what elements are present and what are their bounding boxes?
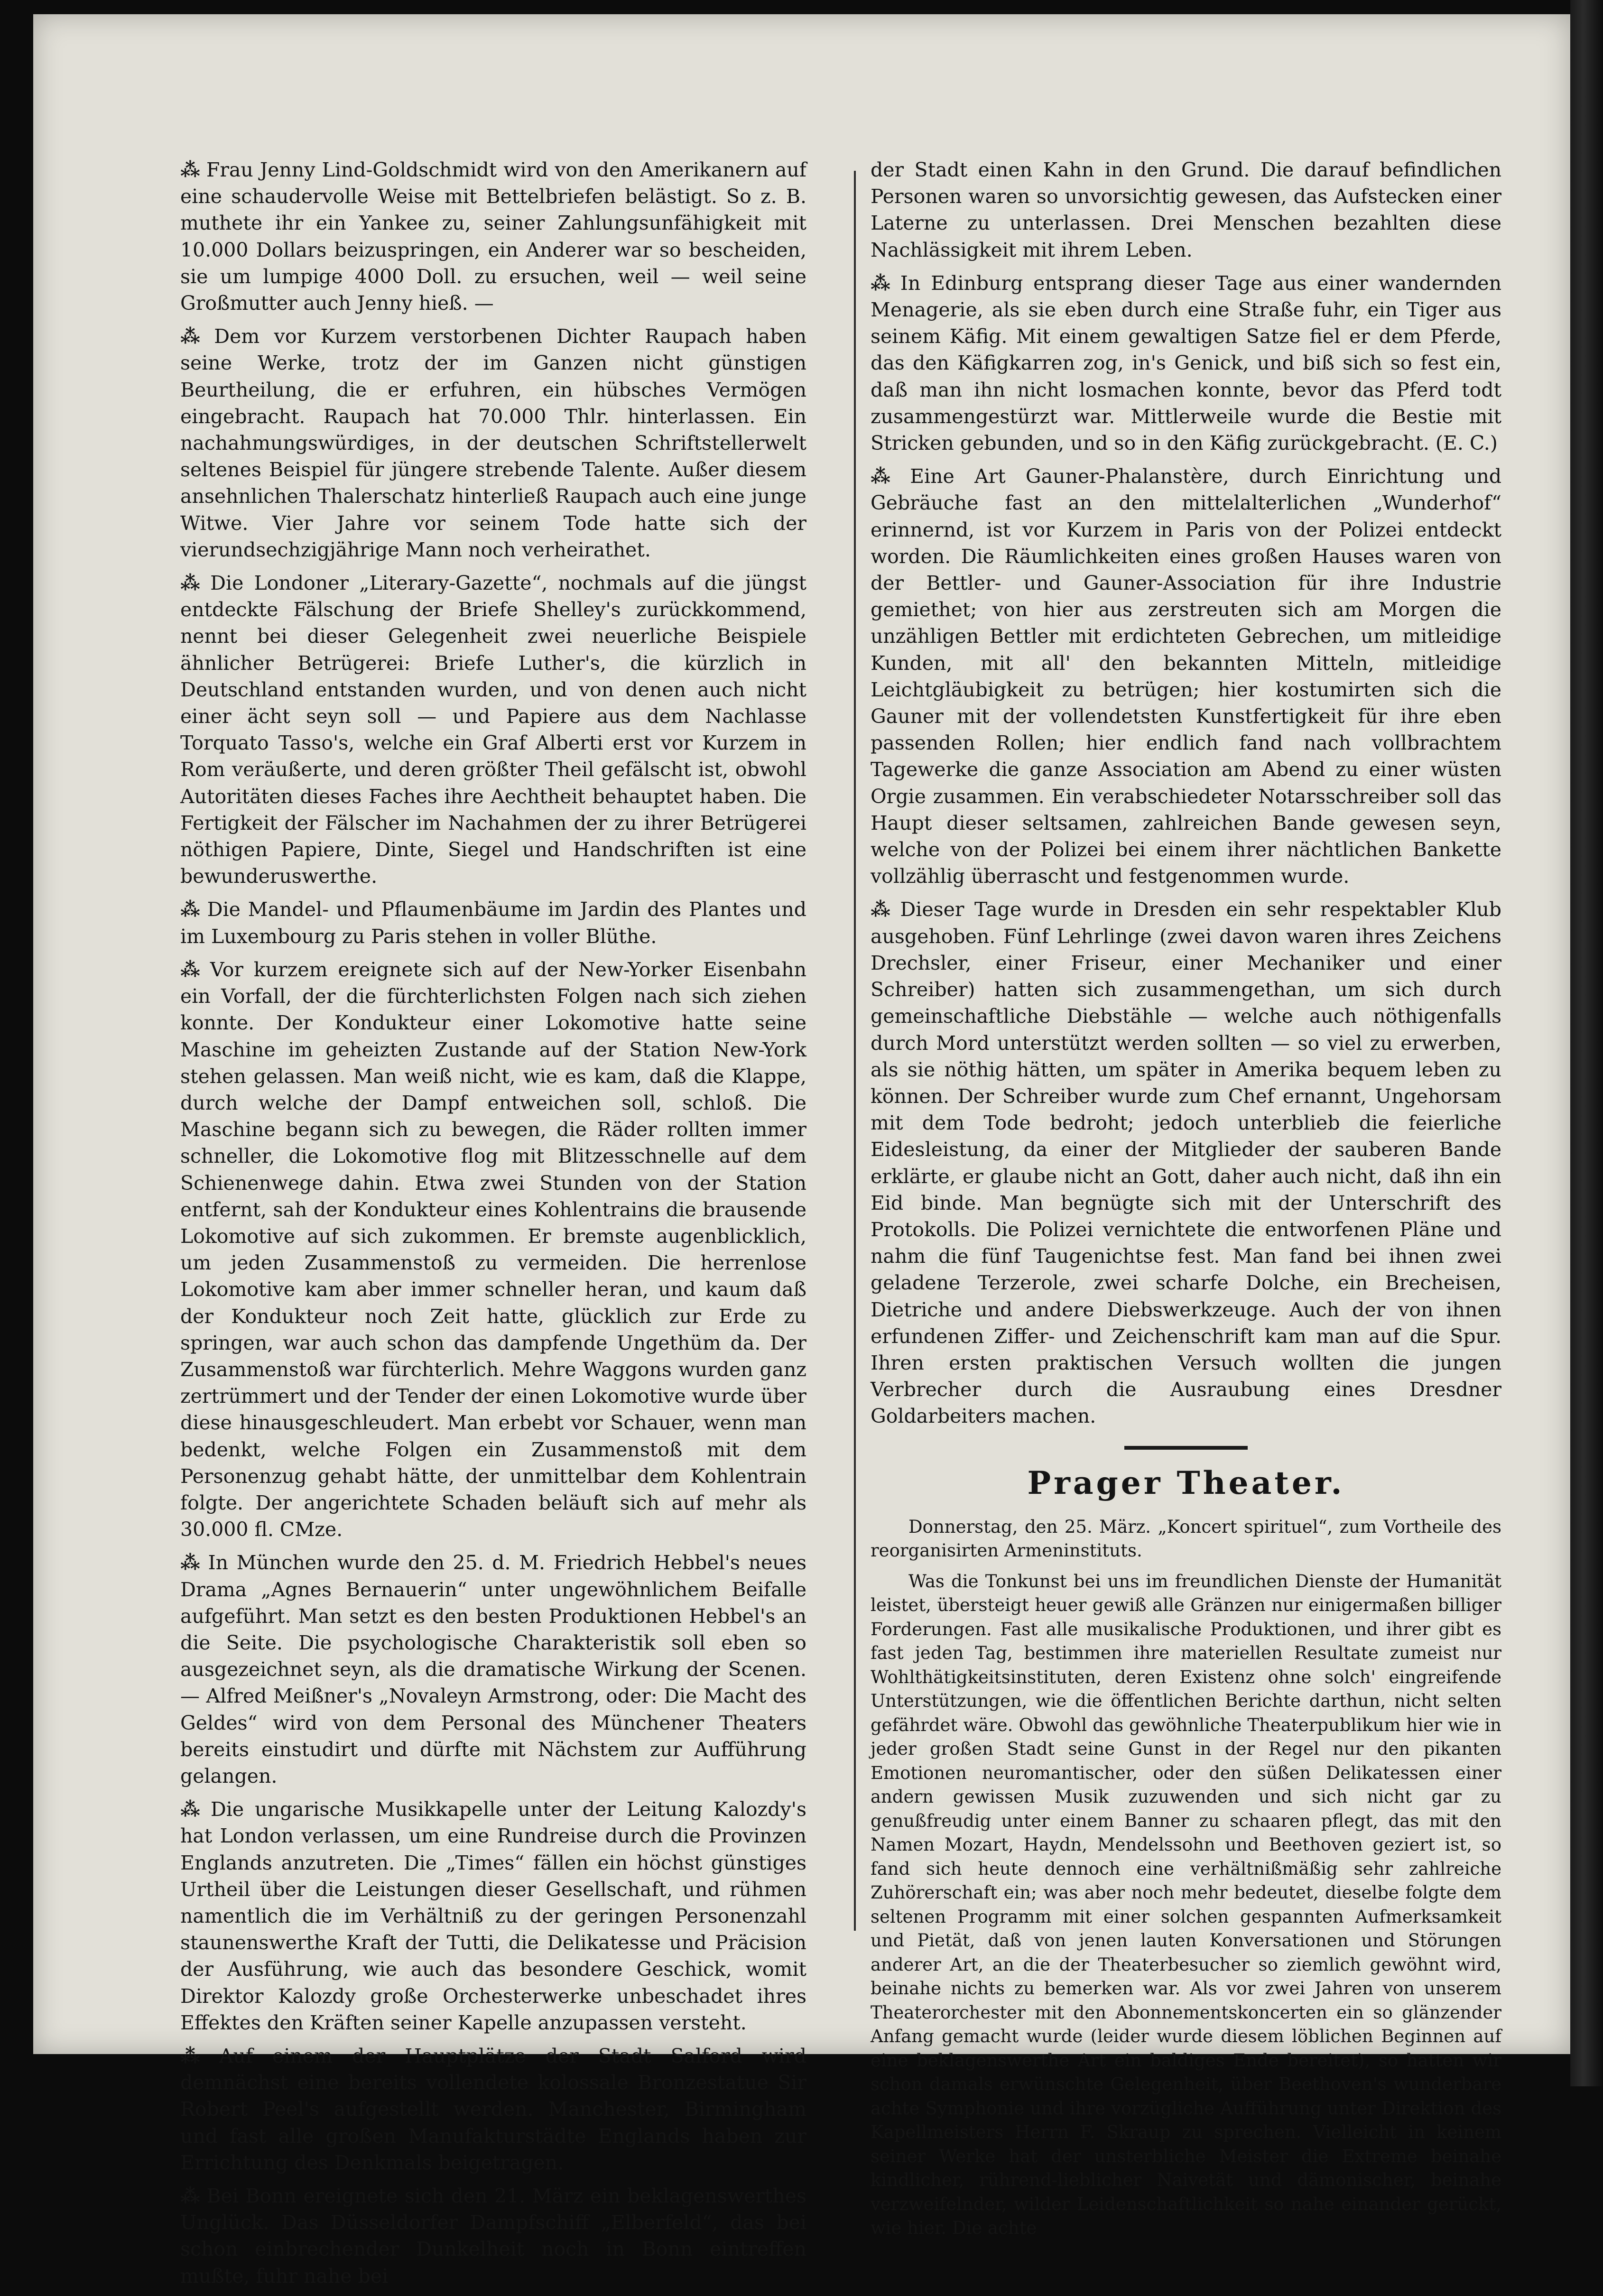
item-marker: ⁂ bbox=[180, 898, 203, 921]
news-item bbox=[180, 2043, 806, 2176]
news-item bbox=[871, 157, 1501, 263]
right-column bbox=[871, 157, 1501, 2247]
section-title: Prager Theater. bbox=[1027, 1464, 1345, 1501]
news-item bbox=[180, 1549, 806, 1789]
section-divider-rule bbox=[1124, 1446, 1248, 1450]
news-item-text: Dieser Tage wurde in Dresden ein sehr respektabler Klub ausgehoben. Fünf Lehrlinge (zwei davon waren ihres Zeichens Drechsler, einer Friseur, einer Mechaniker und einer Schreiber) hatten sich zusammengethan, um sich durch gemeinschaftliche Diebstähle — welche auch nöthigenfalls durch Mord unterstützt werden sollten — so viel zu erwerben, als sie nöthig hätten, um später in Amerika bequem leben zu können. Der Schreiber wurde zum Chef ernannt, Ungehorsam mit dem Tode bedroht; jedoch unterblieb die feierliche Eidesleistung, da einer der Mitglieder der sauberen Bande erklärte, er glaube nicht an Gott, daher auch nicht, daß ihn ein Eid binde. Man begnügte sich mit der Unterschrift des Protokolls. Die Polizei vernichtete die entworfenen Pläne und nahm die fünf Taugenichtse fest. Man fand bei ihnen zwei geladene Terzerole, zwei scharfe Dolche, ein Brecheisen, Dietriche und andere Diebswerkzeuge. Auch der von ihnen erfundenen Ziffer- und Zeichenschrift kam man auf die Spur. Ihren ersten praktischen Versuch wollten die jungen Verbrecher durch die Ausraubung eines Dresdner Goldarbeiters machen. bbox=[871, 898, 1501, 1428]
news-item bbox=[180, 896, 806, 949]
news-item-text: Auf einem der Hauptplätze der Stadt Salford wird demnächst eine bereits vollendete kolossale Bronzestatue Sir Robert Peel's aufgestellt werden. Manchester, Birmingham und fast alle großen Manufakturstädte Englands haben zur Errichtung des Denkmals beigetragen. bbox=[180, 2045, 806, 2174]
news-item bbox=[180, 2183, 806, 2289]
book-spine-edge bbox=[1570, 0, 1603, 2086]
news-item-text: der Stadt einen Kahn in den Grund. Die darauf befindlichen Personen waren so unvorsichtig gewesen, das Aufstecken einer Laterne zu unterlassen. Drei Menschen bezahlten diese Nachlässigkeit mit ihrem Leben. bbox=[871, 158, 1501, 261]
review-paragraph: Was die Tonkunst bei uns im freundlichen Dienste der Humanität leistet, übersteigt heuer gewiß alle Gränzen nur einigermaßen billiger Forderungen. Fast alle musikalische Produktionen, und ihrer gibt es fast jeden Tag, bestimmen ihre materiellen Resultate zumeist nur Wohlthätigkeitsinstituten, deren Existenz ohne solch' eingreifende Unterstützungen, wie die öffentlichen Berichte darthun, nicht selten gefährdet wäre. Obwohl das gewöhnliche Theaterpublikum hier wie in jeder großen Stadt seine Gunst in der Regel nur den pikanten Emotionen neuromantischer, oder den süßen Delikatessen einer andern gewissen Musik zuzuwenden und sich nicht gar zu genußfreudig unter einem Banner zu schaaren pflegt, das mit den Namen Mozart, Haydn, Mendelssohn und Beethoven geziert ist, so fand sich heute dennoch eine verhältnißmäßig sehr zahlreiche Zuhörerschaft ein; was aber noch mehr bedeutet, dieselbe folgte dem seltenen Programm mit einer solchen gespannten Aufmerksamkeit und Pietät, daß von jenen lauten Konversationen und Störungen anderer Art, an die der Theaterbesucher so ziemlich gewöhnt wird, beinahe nichts zu bemerken war. Als vor zwei Jahren von unserem Theaterorchester mit den Abonnementskoncerten ein so glänzender Anfang gemacht wurde (leider wurde diesem löblichen Beginnen auf eine beklagenswerthe Art ein baldiges Ende bereitet), so hatten wir schon damals erwünschte Gelegenheit, über Beethoven's wunderbare achte Symphonie und ihre vorzügliche Aufführung unter Direktion des Kapellmeisters Herrn F. Skraup zu sprechen. Vielleicht in keinem seiner Werke hat der unsterbliche Meister die Extreme beinahe kindlicher, rührend-lieblicher Naivetät und dämonischer, beinahe verzweifelnder, wilder Leidenschaftlichkeit so nahe einander gerückt, wie hier. Die achte bbox=[871, 1571, 1501, 2239]
news-item bbox=[180, 570, 806, 889]
news-item bbox=[871, 463, 1501, 889]
item-marker: ⁂ bbox=[180, 2045, 214, 2068]
news-item bbox=[180, 1796, 806, 2036]
news-item-text: Vor kurzem ereignete sich auf der New-Yorker Eisenbahn ein Vorfall, der die fürchterlichsten Folgen nach sich ziehen konnte. Der Kondukteur einer Lokomotive hatte seine Maschine im geheizten Zustande auf der Station New-York stehen gelassen. Man weiß nicht, wie es kam, daß die Klappe, durch welche der Dampf entweichen soll, schloß. Die Maschine begann sich zu bewegen, die Räder rollten immer schneller, die Lokomotive flog mit Blitzesschnelle auf dem Schienenwege dahin. Etwa zwei Stunden von der Station entfernt, sah der Kondukteur eines Kohlentrains die brausende Lokomotive auf sich zukommen. Er bremste augenblicklich, um jeden Zusammenstoß zu vermeiden. Die herrenlose Lokomotive kam aber immer schneller heran, und kaum daß der Kondukteur noch Zeit hatte, glücklich zur Erde zu springen, war auch schon das dampfende Ungethüm da. Der Zusammenstoß war fürchterlich. Mehre Waggons wurden ganz zertrümmert und der Tender der einen Lokomotive wurde über diese hinausgeschleudert. Man erbebt vor Schauer, wenn man bedenkt, welche Folgen ein Zusammenstoß mit dem Personenzug gehabt hätte, der unmittelbar dem Kohlentrain folgte. Der angerichtete Schaden beläuft sich auf mehr als 30.000 fl. CMze. bbox=[180, 958, 806, 1541]
news-item bbox=[871, 270, 1501, 456]
news-item bbox=[180, 323, 806, 563]
news-item-text: In Edinburg entsprang dieser Tage aus einer wandernden Menagerie, als sie eben durch eine Straße fuhr, ein Tiger aus seinem Käfig. Mit einem gewaltigen Satze fiel er dem Pferde, das den Käfigkarren zog, in's Genick, und biß sich so fest ein, daß man ihn nicht losmachen konnte, bevor das Pferd todt zusammengestürzt war. Mittlerweile wurde die Bestie mit Stricken gebunden, und so in den Käfig zurückgebracht. (E. C.) bbox=[871, 271, 1501, 455]
item-marker: ⁂ bbox=[180, 572, 206, 595]
news-item-text: Die Londoner „Literary-Gazette“, nochmals auf die jüngst entdeckte Fälschung der Briefe Shelley's zurückkommend, nennt bei dieser Gelegenheit zwei neuerliche Beispiele ähnlicher Betrügerei: Briefe Luther's, die kürzlich in Deutschland entstanden wurden, und von denen auch nicht einer ächt seyn soll — und Papiere aus dem Nachlasse Torquato Tasso's, welche ein Graf Alberti erst vor Kurzem in Rom veräußerte, und deren größter Theil gefälscht ist, obwohl Autoritäten dieses Faches ihre Aechtheit behauptet haben. Die Fertigkeit der Fälscher im Nachahmen der zu ihrer Betrügerei nöthigen Papiere, Dinte, Siegel und Handschriften ist eine bewunderuswerthe. bbox=[180, 572, 806, 888]
item-marker: ⁂ bbox=[871, 271, 896, 295]
column-divider bbox=[854, 171, 856, 1931]
item-marker: ⁂ bbox=[180, 158, 202, 181]
review-paragraph: Donnerstag, den 25. März. „Koncert spirituel“, zum Vortheile des reorganisirten Armeninstituts. bbox=[871, 1516, 1501, 1561]
item-marker: ⁂ bbox=[180, 325, 210, 348]
item-marker: ⁂ bbox=[180, 1551, 204, 1574]
item-marker: ⁂ bbox=[180, 1798, 206, 1821]
news-item-text: Frau Jenny Lind-Goldschmidt wird von den Amerikanern auf eine schaudervolle Weise mit Bettelbriefen belästigt. So z. B. muthete ihr ein Yankee zu, seiner Zahlungsunfähigkeit mit 10.000 Dollars beizuspringen, ein Anderer war so bescheiden, sie um lumpige 4000 Doll. zu ersuchen, weil — weil seine Großmutter auch Jenny hieß. — bbox=[180, 158, 806, 315]
news-item bbox=[180, 956, 806, 1543]
news-item-text: Die ungarische Musikkapelle unter der Leitung Kalozdy's hat London verlassen, um eine Rundreise durch die Provinzen Englands anzutreten. Die „Times“ fällen ein höchst günstiges Urtheil über die Leistungen dieser Gesellschaft, und rühmen namentlich die im Verhältniß zu der geringen Personenzahl staunenswerthe Kraft der Tutti, die Delikatesse und Präcision der Ausführung, wie auch das besondere Geschick, womit Direktor Kalozdy große Orchesterwerke unbeschadet ihres Effektes den Kräften seiner Kapelle anzupassen versteht. bbox=[180, 1798, 806, 2034]
item-marker: ⁂ bbox=[871, 898, 896, 921]
item-marker: ⁂ bbox=[180, 2185, 202, 2208]
item-marker: ⁂ bbox=[180, 958, 205, 981]
news-item bbox=[180, 157, 806, 316]
news-item-text: Bei Bonn ereignete sich den 21. März ein beklagenswerthes Unglück. Das Düsseldorfer Dampfschiff „Elberfeld“, das bei schon einbrechender Dunkelheit noch in Bonn eintreffen mußte, fuhr nahe bei bbox=[180, 2185, 806, 2287]
news-item-text: Dem vor Kurzem verstorbenen Dichter Raupach haben seine Werke, trotz der im Ganzen nicht günstigen Beurtheilung, die er erfuhren, ein hübsches Vermögen eingebracht. Raupach hat 70.000 Thlr. hinterlassen. Ein nachahmungswürdiges, in der deutschen Schriftstellerwelt seltenes Beispiel für jüngere strebende Talente. Außer diesem ansehnlichen Thalerschatz hinterließ Raupach auch eine junge Witwe. Vier Jahre vor seinem Tode hatte sich der vierundsechzigjährige Mann noch verheirathet. bbox=[180, 325, 806, 561]
news-items-right bbox=[871, 157, 1501, 1430]
theater-review bbox=[871, 1515, 1501, 2240]
news-item-text: Die Mandel- und Pflaumenbäume im Jardin des Plantes und im Luxembourg zu Paris stehen in voller Blüthe. bbox=[180, 898, 806, 948]
news-item-text: In München wurde den 25. d. M. Friedrich Hebbel's neues Drama „Agnes Bernauerin“ unter ungewöhnlichem Beifalle aufgeführt. Man setzt es den besten Produktionen Hebbel's an die Seite. Die psychologische Charakteristik soll eben so ausgezeichnet seyn, als die dramatische Wirkung der Scenen. — Alfred Meißner's „Novaleyn Armstrong, oder: Die Macht des Geldes“ wird von dem Personal des Münchener Theaters bereits einstudirt und dürfte mit Nächstem zur Aufführung gelangen. bbox=[180, 1551, 806, 1787]
item-marker: ⁂ bbox=[871, 465, 906, 488]
left-column bbox=[180, 157, 806, 2296]
news-item-text: Eine Art Gauner-Phalanstère, durch Einrichtung und Gebräuche fast an den mittelalterlichen „Wunderhof“ erinnernd, ist vor Kurzem in Paris von der Polizei entdeckt worden. Die Räumlichkeiten eines großen Hauses waren von der Bettler- und Gauner-Association für ihre Industrie gemiethet; von hier aus zerstreuten sich am Morgen die unzähligen Bettler mit erdichteten Gebrechen, um mitleidige Kunden, mit all' den bekannten Mitteln, mitleidige Leichtgläubigkeit zu betrügen; hier kostumirten sich die Gauner mit der vollendetsten Kunstfertigkeit für ihre eben passenden Rollen; hier endlich fand nach vollbrachtem Tagewerke die ganze Association am Abend zu einer wüsten Orgie zusammen. Ein verabschiedeter Notarsschreiber soll das Haupt dieser seltsamen, zahlreichen Bande gewesen seyn, welche von der Polizei bei einem ihrer nächtlichen Bankette vollzählig überrascht und festgenommen wurde. bbox=[871, 465, 1501, 888]
news-item bbox=[871, 896, 1501, 1429]
